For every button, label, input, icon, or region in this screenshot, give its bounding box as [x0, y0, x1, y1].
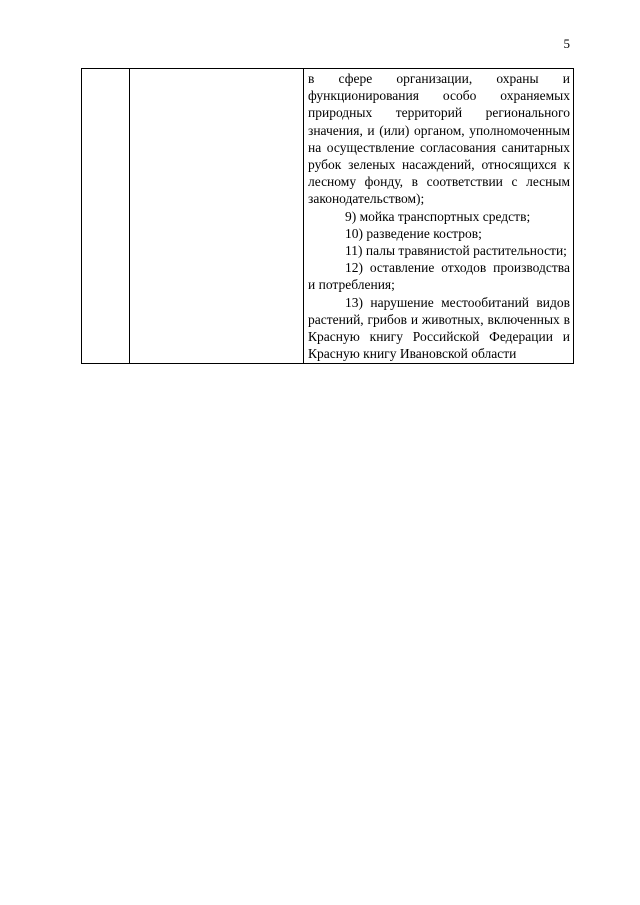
- document-table: [81, 68, 574, 364]
- list-item-12: 12) оставление отходов производства и потребления;: [308, 260, 570, 293]
- table-cell-name: [130, 69, 304, 364]
- list-item-10: 10) разведение костров;: [345, 225, 482, 241]
- list-item-11: 11) палы травянистой растительности;: [345, 243, 567, 259]
- cell-text-number: [82, 69, 129, 71]
- cell-text-name: [130, 69, 303, 71]
- table-row: [82, 69, 574, 364]
- page-number: 5: [563, 36, 570, 51]
- table-cell-restrictions: [304, 69, 574, 364]
- paragraph-continuation: в сфере организации, охраны и функционирования особо охраняемых природных территорий регионального значения, и (или) органом, уполномоченным на осуществление согласования санитарных рубок зеленых насаждений, относящихся к лесному фонду, в соответствии с лесным законодательством);: [308, 71, 570, 207]
- list-item-9: 9) мойка транспортных средств;: [345, 208, 531, 224]
- table-cell-number: [82, 69, 130, 364]
- list-item-13: 13) нарушение местообитаний видов растений, грибов и животных, включенных в Красную книгу Российской Федерации и Красную книгу Ивановской области: [308, 294, 570, 362]
- restrictions-text: [304, 69, 573, 363]
